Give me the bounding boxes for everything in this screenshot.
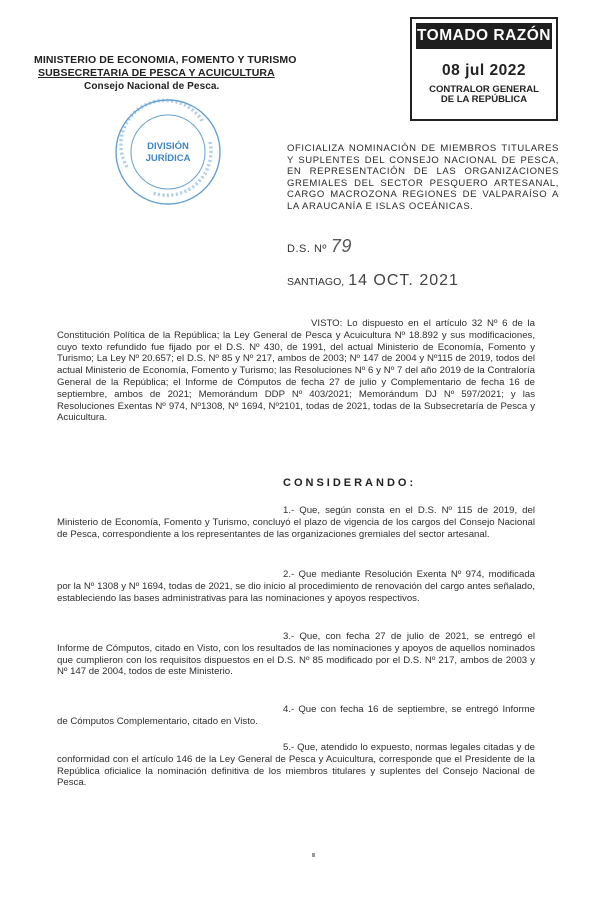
visto-paragraph — [57, 318, 535, 424]
visto-text: VISTO: Lo dispuesto en el artículo 32 Nº 6 de la Constitución Política de la República; la Ley General de Pesca y Acuicultura Nº 18.892 y sus modificaciones, cuyo texto refundido fue fijado por el D.S. Nº 430, de 1991, del actual Ministerio de Economía, Fomento y Turismo; La Ley Nº 20.657; el D.S. Nº 85 y Nº 217, ambos de 2003; Nº 147 de 2004 y Nº115 de 2019, todos del actual Ministerio de Economía, Fomento y Turismo; las Resoluciones Nº 6 y Nº 7 del año 2019 de la Contraloría General de la República; el Informe de Cómputos de fecha 27 de julio y Complementario de fecha 16 de septiembre, ambos de 2021; Memorándum DDP Nº 403/2021; Memorándum DJ Nº 597/2021; y las Resoluciones Exentas Nº 974, Nº1308, Nº 1694, Nº2101, todas de 2021, todas de la Subsecretaría de Pesca y Acuicultura. — [57, 318, 535, 424]
decree-number-value: 79 — [330, 236, 352, 256]
considerando-paragraph-5 — [57, 742, 535, 789]
city: SANTIAGO, — [287, 276, 345, 288]
seal-text-division: DIVISIÓN — [147, 141, 189, 152]
considerando-text: 1.- Que, según consta en el D.S. Nº 115 de 2019, del Ministerio de Economía, Fomento y Turismo, concluyó el plazo de vigencia de los cargos del Consejo Nacional de Pesca, correspondiente a los representantes de las organizaciones gremiales del sector artesanal. — [57, 505, 535, 540]
stamp-title: TOMADO RAZÓN — [416, 23, 552, 49]
considerando-text: 3.- Que, con fecha 27 de julio de 2021, se entregó el Informe de Cómputos, citado en Visto, con los resultados de las nominaciones y apoyos de aquellos nominados que cumplieron con los requisitos dispuestos en el D.S. Nº 85 modificado por el D.S. Nº 217, ambos de 2003 y Nº 147 de 2004, todos de este Ministerio. — [57, 631, 535, 678]
ministry-name: MINISTERIO DE ECONOMIA, FOMENTO Y TURISMO — [34, 54, 297, 66]
subsecretaria-name: SUBSECRETARIA DE PESCA Y ACUICULTURA — [38, 67, 275, 79]
stamp-office-line2: DE LA REPÚBLICA — [440, 94, 528, 105]
decree-summary: OFICIALIZA NOMINACIÓN DE MIEMBROS TITULARES Y SUPLENTES DEL CONSEJO NACIONAL DE PESCA, EN REPRESENTACIÓN DE LAS ORGANIZACIONES GREMIALES DEL SECTOR PESQUERO ARTESANAL, CARGO MACROZONA REGIONES DE VALPARAÍSO A LA ARAUCANÍA E ISLAS OCEÁNICAS. — [287, 143, 559, 212]
considerando-text: 5.- Que, atendido lo expuesto, normas legales citadas y de conformidad con el artículo 146 de la Ley General de Pesca y Acuicultura, corresponde que el Presidente de la República oficialice la nominación definitiva de los miembros titulares y suplentes del Consejo Nacional de Pesca. — [57, 742, 535, 789]
letterhead — [34, 54, 334, 93]
place-and-date — [287, 272, 459, 290]
considerando-paragraph-2 — [57, 569, 535, 604]
decree-number — [287, 236, 352, 257]
division-juridica-seal — [113, 97, 223, 207]
stamp-date: 08 jul 2022 — [442, 62, 526, 79]
stamp-office-line1: CONTRALOR GENERAL — [429, 84, 539, 95]
considerando-heading: CONSIDERANDO: — [283, 477, 417, 489]
decree-label: D.S. Nº — [287, 243, 327, 255]
considerando-paragraph-4 — [57, 704, 535, 728]
page-mark — [312, 853, 315, 857]
contraloria-stamp — [410, 17, 558, 121]
decree-date: 14 OCT. 2021 — [348, 272, 459, 289]
considerando-paragraph-3 — [57, 631, 535, 678]
considerando-text: 4.- Que con fecha 16 de septiembre, se entregó Informe de Cómputos Complementario, citado en Visto. — [57, 704, 535, 727]
considerando-text: 2.- Que mediante Resolución Exenta Nº 974, modificada por la Nº 1308 y Nº 1694, todas de 2021, se dio inicio al procedimiento de renovación del cargo antes señalado, estableciendo las bases administrativas para las nominaciones y apoyos respectivos. — [57, 569, 535, 604]
council-name: Consejo Nacional de Pesca. — [84, 81, 220, 92]
considerando-paragraph-1 — [57, 505, 535, 540]
seal-text-juridica: JURÍDICA — [145, 153, 191, 164]
